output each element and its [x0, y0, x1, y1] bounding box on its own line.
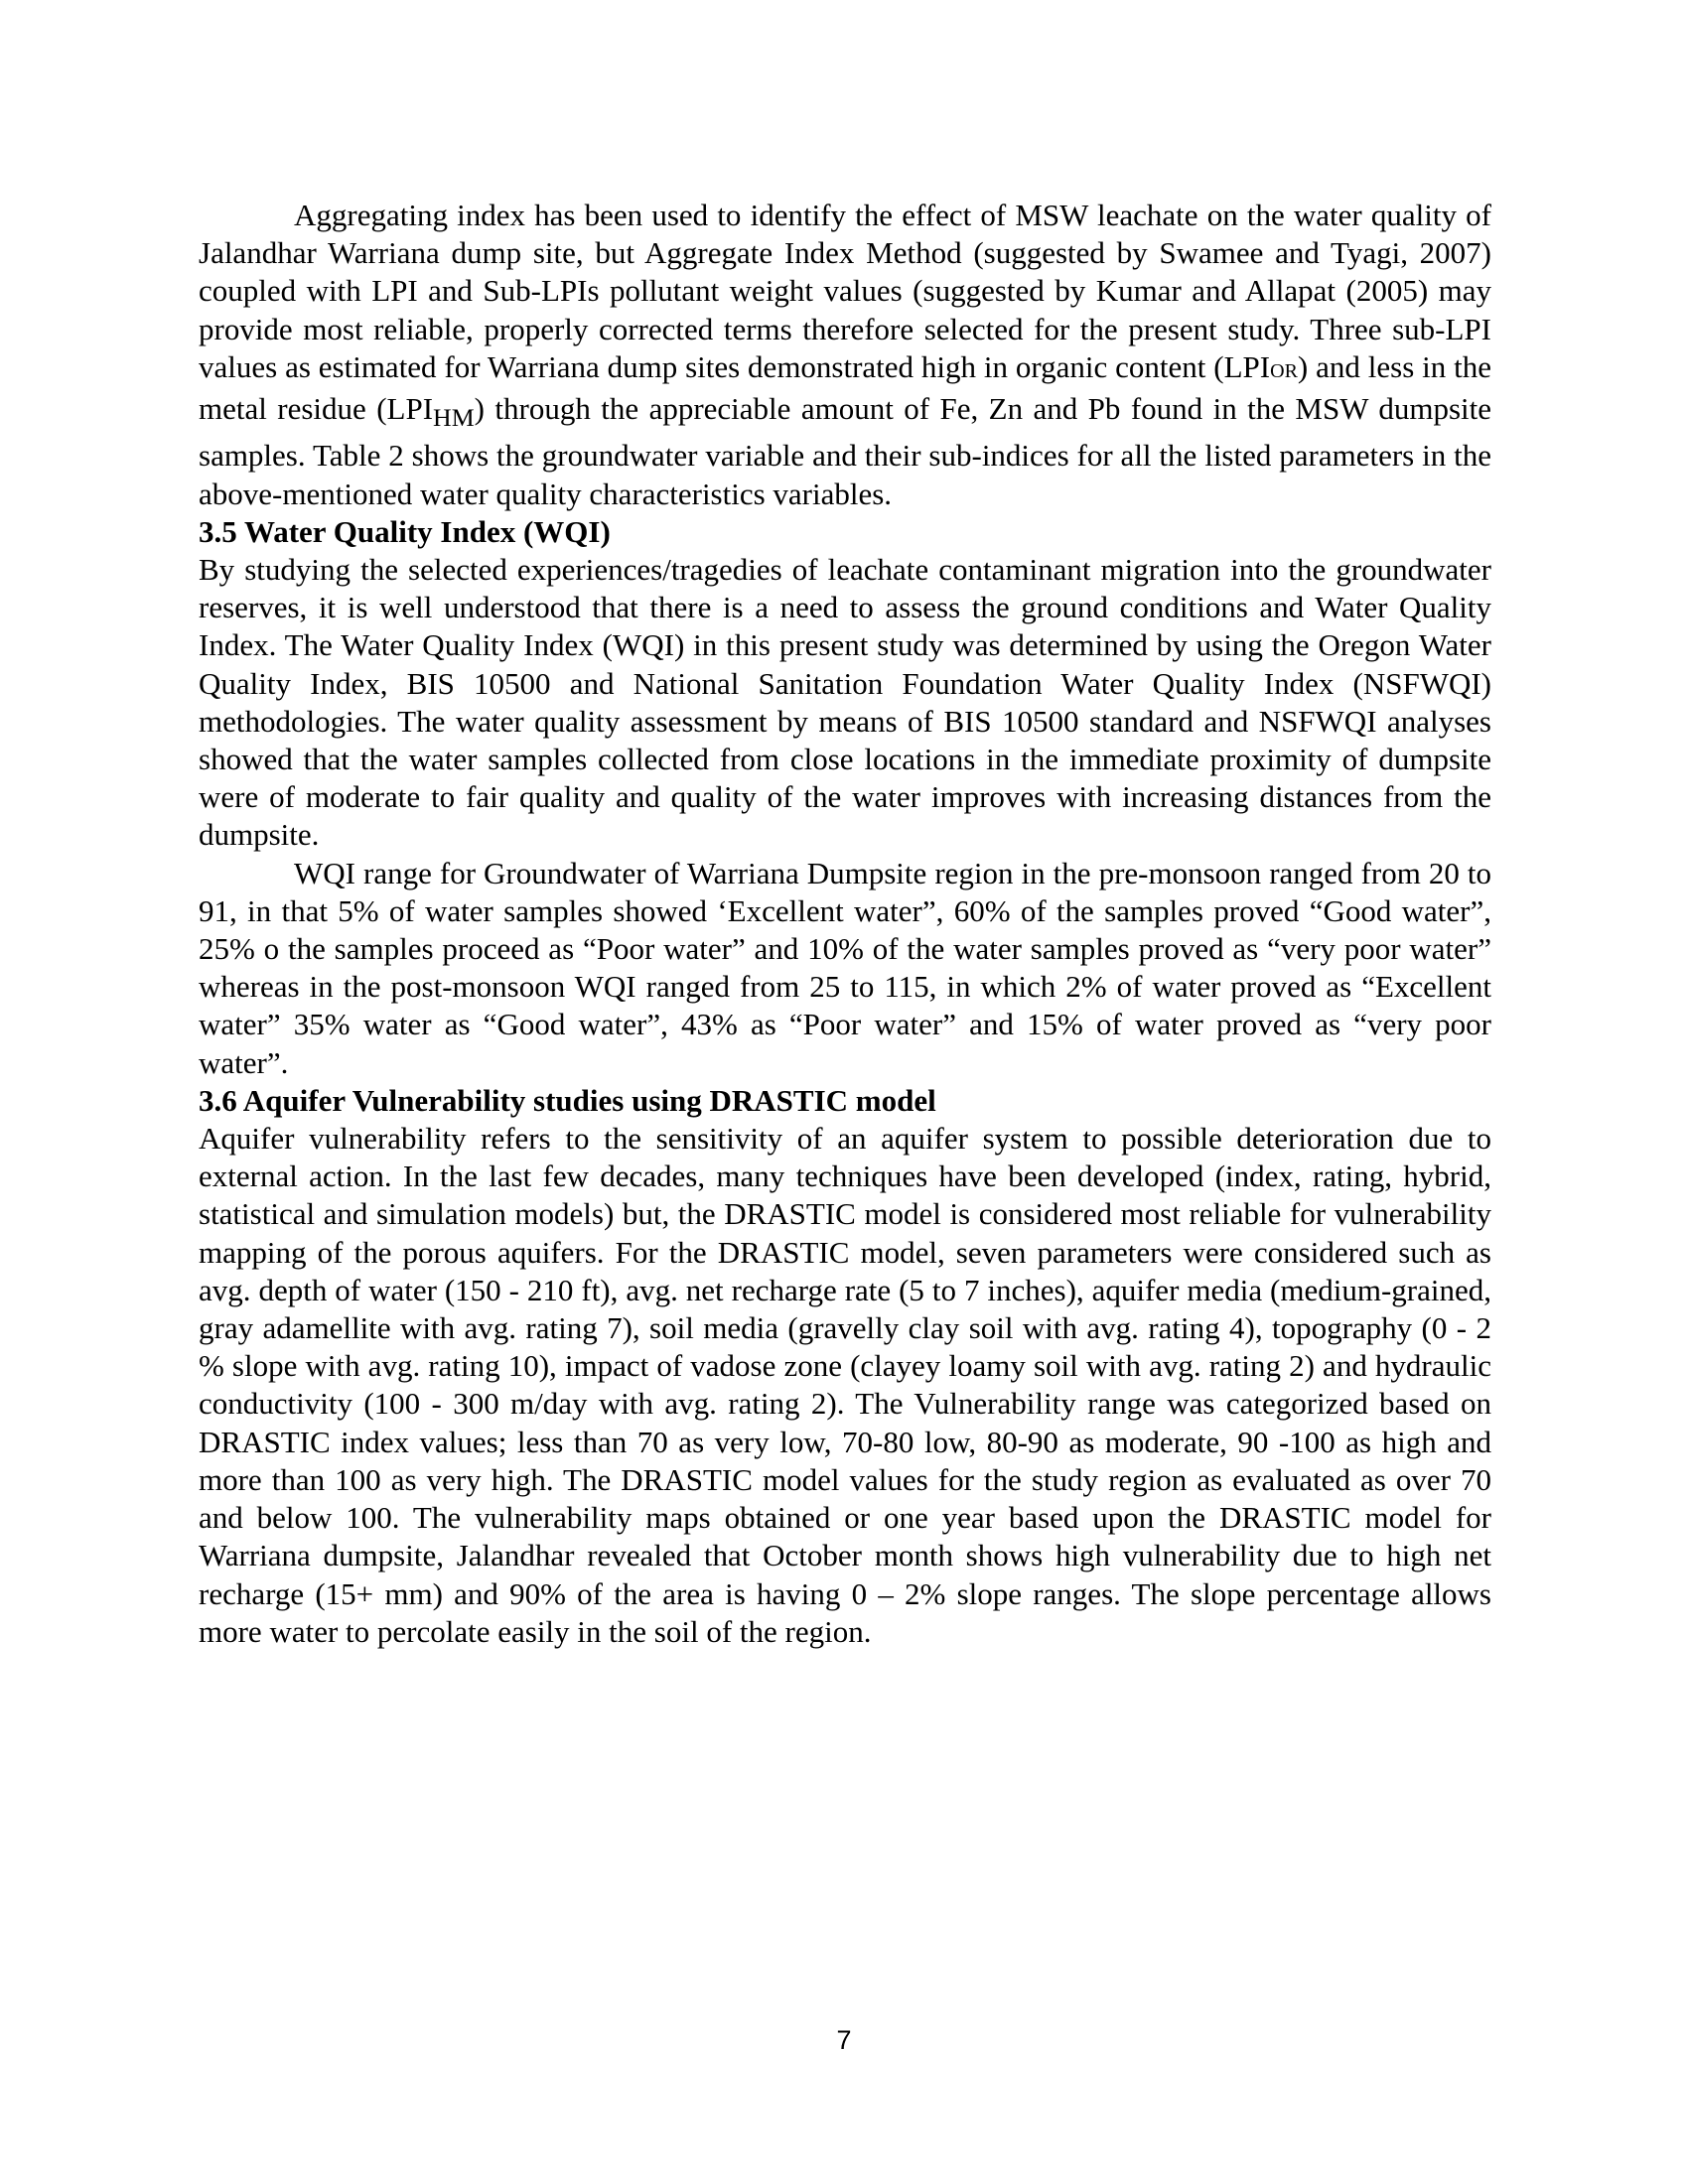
lpi-paragraph-text-c: ) through the appreciable amount of Fe, Zn and Pb found in the MSW dumpsite samples. Table 2 shows the groundwater variable and their sub-indices for all the listed parameters in the above-mentioned water quality characteristics variables. — [199, 391, 1491, 511]
wqi-section-heading: 3.5 Water Quality Index (WQI) — [199, 513, 611, 549]
drastic-paragraph: Aquifer vulnerability refers to the sensitivity of an aquifer system to possible deterioration due to external action. In the last few decades, many techniques have been developed (index, rating, hybrid, statistical and simulation models) but, the DRASTIC model is considered most reliable for vulnerability mapping of the porous aquifers. For the DRASTIC model, seven parameters were considered such as avg. depth of water (150 - 210 ft), avg. net recharge rate (5 to 7 inches), aquifer media (medium-grained, gray adamellite with avg. rating 7), soil media (gravelly clay soil with avg. rating 4), topography (0 - 2 % slope with avg. rating 10), impact of vadose zone (clayey loamy soil with avg. rating 2) and hydraulic conductivity (100 - 300 m/day with avg. rating 2). The Vulnerability range was categorized based on DRASTIC index values; less than 70 as very low, 70-80 low, 80-90 as moderate, 90 -100 as high and more than 100 as very high. The DRASTIC model values for the study region as evaluated as over 70 and below 100. The vulnerability maps obtained or one year based upon the DRASTIC model for Warriana dumpsite, Jalandhar revealed that October month shows high vulnerability due to high net recharge (15+ mm) and 90% of the area is having 0 – 2% slope ranges. The slope percentage allows more water to percolate easily in the soil of the region. — [199, 1121, 1491, 1649]
lpi-or-subscript: OR — [1270, 359, 1298, 382]
page-number: 7 — [836, 2025, 852, 2055]
lpi-paragraph-text-b: ) and less in the metal residue (LPI — [199, 348, 1491, 427]
lpi-hm-subscript: HM — [433, 403, 475, 433]
lpi-paragraph — [199, 197, 1491, 513]
lpi-paragraph-text-a: Aggregating index has been used to identify the effect of MSW leachate on the water quality of Jalandhar Warriana dump site, but Aggregate Index Method (suggested by Swamee and Tyagi, 2007) coupled with LPI and Sub-LPIs pollutant weight values (suggested by Kumar and Allapat (2005) may provide most reliable, properly corrected terms therefore selected for the present study. Three sub-LPI values as estimated for Warriana dump sites demonstrated high in organic content (LPI — [199, 198, 1491, 384]
page-body — [199, 197, 1491, 1651]
drastic-section-heading: 3.6 Aquifer Vulnerability studies using DRASTIC model — [199, 1082, 936, 1118]
wqi-range-paragraph: WQI range for Groundwater of Warriana Dumpsite region in the pre-monsoon ranged from 20 to 91, in that 5% of water samples showed ‘Excellent water”, 60% of the samples proved “Good water”, 25% o the samples proceed as “Poor water” and 10% of the water samples proved as “very poor water” whereas in the post-monsoon WQI ranged from 25 to 115, in which 2% of water proved as “Excellent water” 35% water as “Good water”, 43% as “Poor water” and 15% of water proved as “very poor water”. — [199, 855, 1491, 1080]
wqi-method-paragraph: By studying the selected experiences/tragedies of leachate contaminant migration into the groundwater reserves, it is well understood that there is a need to assess the ground conditions and Water Quality Index. The Water Quality Index (WQI) in this present study was determined by using the Oregon Water Quality Index, BIS 10500 and National Sanitation Foundation Water Quality Index (NSFWQI) methodologies. The water quality assessment by means of BIS 10500 standard and NSFWQI analyses showed that the water samples collected from close locations in the immediate proximity of dumpsite were of moderate to fair quality and quality of the water improves with increasing distances from the dumpsite. — [199, 552, 1491, 853]
